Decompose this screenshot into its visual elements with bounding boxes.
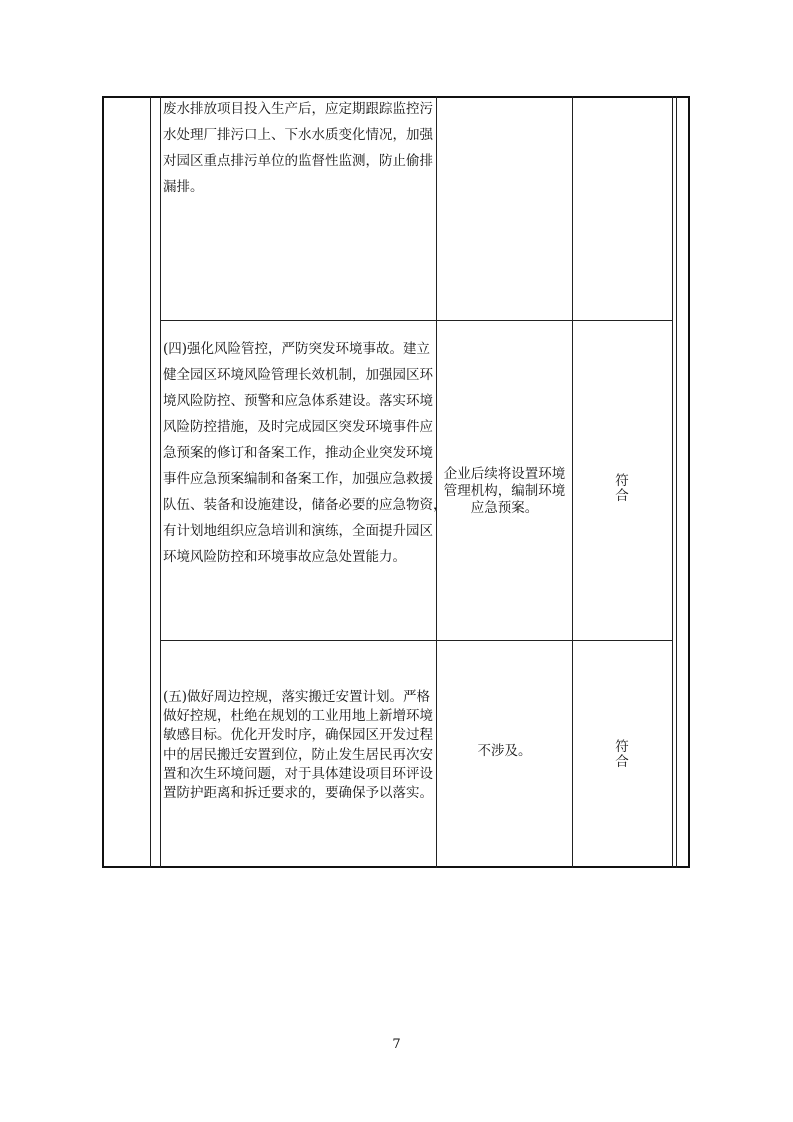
column-divider [672, 96, 673, 868]
measure-text: 企业后续将设置环境 管理机构，编制环境 应急预案。 [443, 466, 566, 516]
page-number: 7 [392, 1037, 401, 1052]
requirement-text: (四)强化风险管控，严防突发环境事故。建立 健全园区环境风险管理长效机制，加强园区环 境风险防控、预警和应急体系建设。落实环境 风险防控措施，及时完成园区突发环境事件应 急预案的修订和备案工作，推动企业突发环境 事件应急预案编制和备案工作，加强应急救援 队伍、装备和设施建设，储备必要的应急物资， 有计划地组织应急培训和演练，全面提升园区 环境风险防控和环境事故应急处置能力。 [163, 341, 447, 565]
result-text: 符 合 [615, 739, 629, 770]
row-divider [160, 320, 672, 321]
measure-text: 不涉及。 [477, 743, 532, 759]
requirement-text: (五)做好周边控规，落实搬迁安置计划。严格 做好控规，杜绝在规划的工业用地上新增环境 敏感目标。优化开发时序，确保园区开发过程 中的居民搬迁安置到位，防止发生居民再次安 置和次生环境问题，对于具体建设项目环评设 置防护距离和拆迁要求的，要确保予以落实。 [163, 689, 433, 802]
column-divider [676, 96, 677, 868]
column-divider [150, 96, 151, 868]
row-divider [160, 640, 672, 641]
column-divider [160, 96, 161, 868]
requirement-text: 废水排放项目投入生产后，应定期跟踪监控污 水处理厂排污口上、下水水质变化情况，加强 对园区重点排污单位的监督性监测，防止偷排 漏排。 [163, 101, 433, 195]
result-text: 符 合 [615, 473, 629, 504]
column-divider [572, 96, 573, 868]
